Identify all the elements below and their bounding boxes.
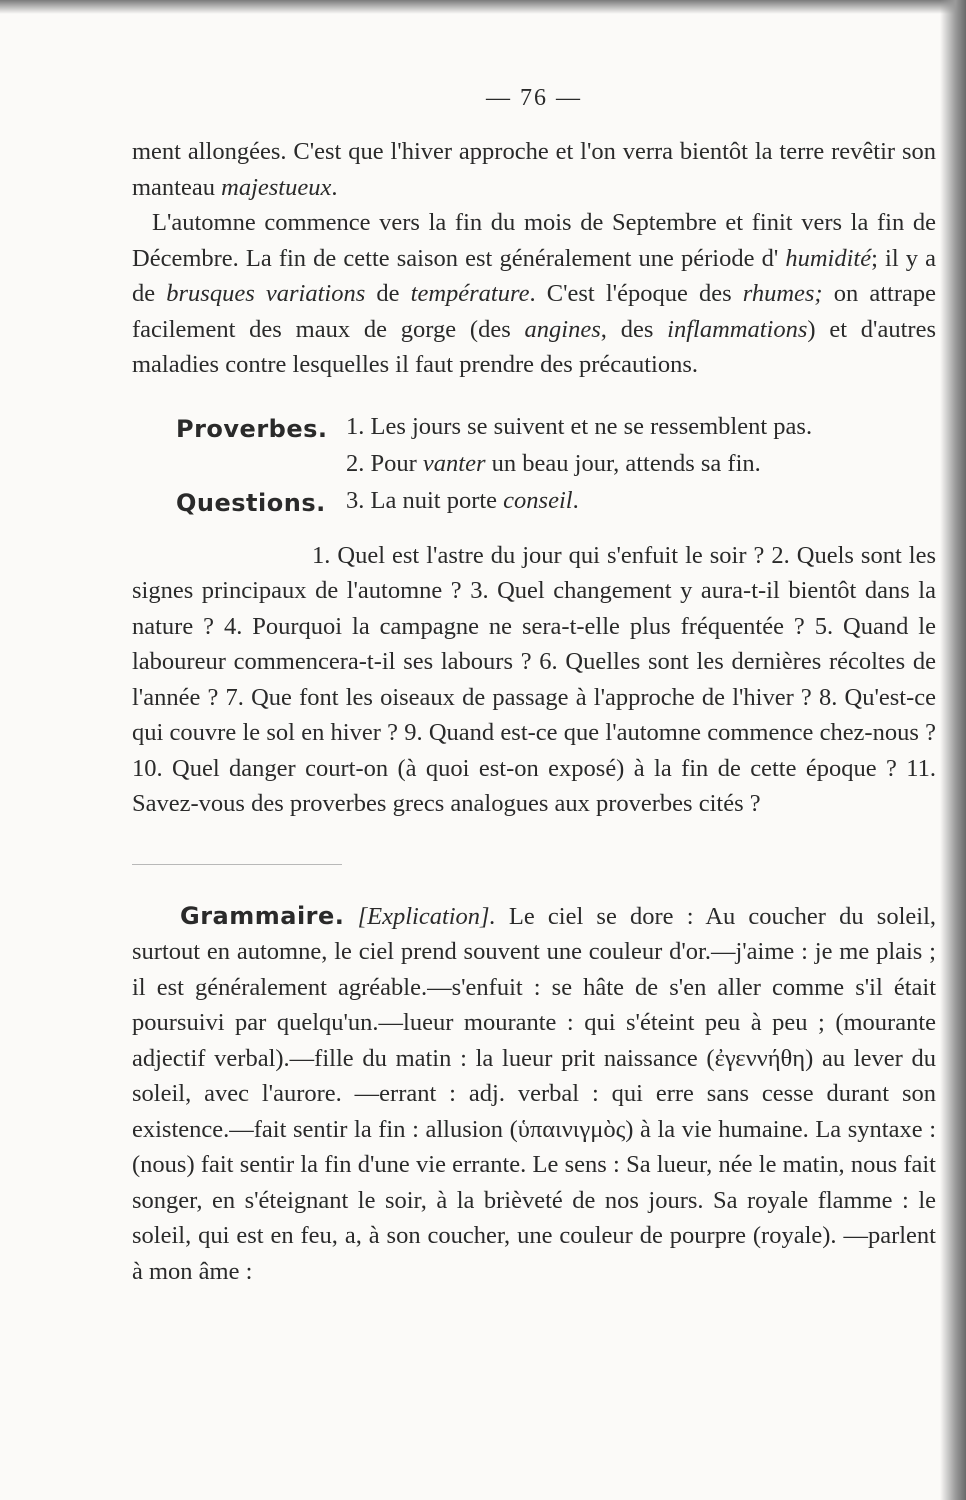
paragraph-text: . bbox=[331, 173, 338, 201]
book-page bbox=[132, 80, 936, 1289]
italic-term: température bbox=[410, 280, 530, 307]
grammar-explication: [Explication]. bbox=[357, 902, 496, 930]
proverb-3 bbox=[346, 487, 579, 515]
page-top-shadow bbox=[0, 0, 966, 14]
paragraph-text: L'automne commence vers la fin du mois de Septembre et finit vers la fin de Décembre. La fin de cette saison est généralement une période d' bbox=[132, 209, 936, 272]
questions-block bbox=[132, 538, 936, 822]
proverbs-label: Proverbes. bbox=[176, 414, 328, 443]
paragraph-text: ) et d'autres maladies contre lesquelles il faut prendre des précautions. bbox=[132, 315, 936, 378]
section-divider bbox=[132, 864, 342, 865]
paragraph-text: de bbox=[365, 280, 411, 307]
italic-term: humidité bbox=[785, 244, 872, 272]
proverb-text: 3. La nuit porte bbox=[346, 486, 504, 514]
paragraph-autumn bbox=[132, 205, 936, 383]
italic-term: brusques variations bbox=[166, 280, 366, 307]
questions-text: 1. Quel est l'astre du jour qui s'enfuit le soir ? 2. Quels sont les signes principaux de l'automne ? 3. Quel changement y aura-t-il bientôt dans la nature ? 4. Pourquoi la campagne ne sera-t-elle plus fréquentée ? 5. Quand le laboureur commencera-t-il ses labours ? 6. Quelles sont les dernières récoltes de l'année ? 7. Que font les oiseaux de passage à l'approche de l'hiver ? 8. Qu'est-ce qui couvre le sol en hiver ? 9. Quand est-ce que l'automne commence chez-nous ? 10. Quel danger court-on (à quoi est-on exposé) à la fin de cette époque ? 11. Savez-vous des proverbes grecs analogues aux proverbes cités ? bbox=[132, 541, 936, 817]
proverb-text: un beau jour, attends sa fin. bbox=[485, 449, 761, 477]
proverb-text: 2. Pour bbox=[346, 449, 423, 477]
italic-term: inflammations bbox=[667, 315, 808, 343]
proverb-text: . bbox=[572, 486, 579, 514]
paragraph-text: ; il y a de bbox=[132, 244, 936, 307]
paragraph-text: , des bbox=[600, 315, 668, 343]
italic-term: angines bbox=[524, 315, 601, 343]
italic-term: rhumes; bbox=[742, 280, 823, 307]
grammar-block bbox=[132, 899, 936, 1290]
paragraph-text: ment allongées. C'est que l'hiver approche et l'on verra bientôt la terre revêtir son manteau bbox=[132, 138, 936, 201]
grammar-paragraph bbox=[132, 899, 936, 1290]
grammar-text: Le ciel se dore : Au coucher du soleil, surtout en automne, le ciel prend souvent une couleur d'or.—j'aime : je me plais ; il est généralement agréable.—s'enfuit : se hâte de s'en aller comme s'il était poursuivi par quelqu'un.—lueur mourante : qui s'éteint peu à peu ; (mourante adjectif verbal).—fille du matin : la lueur prit naissance (ἐγεννήθη) au lever du soleil, avec l'aurore. —errant : adj. verbal : qui erre sans cesse durant son existence.—fait sentir la fin : allusion (ὑπαινιγμὸς) à la vie humaine. La syntaxe : (nous) fait sentir la fin d'une vie errante. Le sens : Sa lueur, née le matin, nous fait songer, en s'éteignant le soir, à la brièveté de nos jours. Sa royale flamme : le soleil, qui est en feu, a, à son coucher, une couleur de pourpre (royale). —parlent à mon âme : bbox=[132, 902, 937, 1285]
italic-term: majestueux bbox=[221, 173, 332, 201]
paragraph-text: on attrape facilement des maux de gorge (des bbox=[132, 280, 937, 343]
proverbs-block bbox=[132, 411, 936, 526]
italic-term: conseil bbox=[503, 486, 573, 514]
grammar-label: Grammaire. bbox=[180, 901, 345, 930]
italic-term: vanter bbox=[422, 449, 486, 477]
proverb-1: 1. Les jours se suivent et ne se ressemblent pas. bbox=[346, 412, 813, 440]
paragraph-winter bbox=[132, 134, 936, 205]
proverb-2 bbox=[346, 450, 761, 478]
paragraph-text: . C'est l'époque des bbox=[529, 280, 743, 307]
page-right-edge bbox=[940, 0, 966, 1500]
questions-label: Questions. bbox=[176, 488, 326, 517]
page-number: — 76 — bbox=[486, 85, 582, 111]
